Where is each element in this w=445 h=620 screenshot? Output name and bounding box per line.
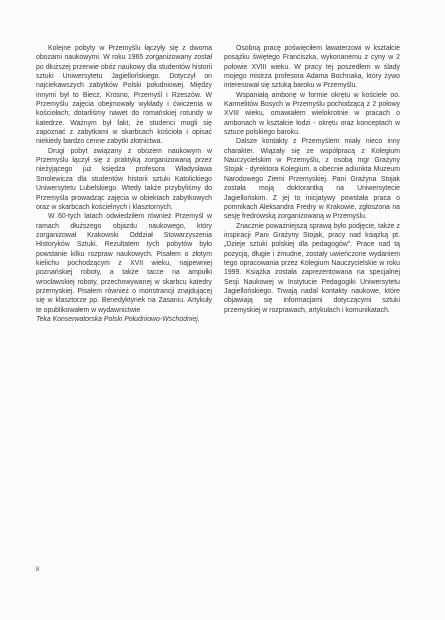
paragraph: W 60-tych latach odwiedziłem również Przemyśl w ramach dłuższego objazdu naukowego, który zorganizował Krakowski Oddział Stowarzyszenia Historyków Sztuki. Rezultatem tych pobytów było powstanie kilku rozpraw naukowych. Pisałem o złotym kielichu pochodzącym z XVII wieku, najpewniej poznańskiej roboty, a także tacce na ampułki wrocławskiej roboty, przechowywanej w skarbcu katedry przemyskiej. Pisałem również o monstrancji znajdującej się w klasztorze pp. Benedyktynek na Zasaniu. Artykuły te opublikowałem w wydawnictwie	[36, 213, 212, 314]
left-text-column	[36, 44, 212, 324]
paragraph: Osobną pracę poświęciłem lawaterzowi w kształcie posążku świętego Franciszka, wykonanemu z cyny w 2 połowie XVIII wieku. W pracy tej poszedłem w ślady mojego mistrza profesora Adama Bochnaka, który żywo interesował się sztuką baroku w Przemyślu.	[224, 45, 400, 90]
right-text-column	[224, 44, 400, 315]
paragraph: Wspaniałą ambonę w formie okrętu w kościele oo. Karmelitów Bosych w Przemyślu pochodzącą z 2 połowy XVIII wieku, omawiałem wielokrotnie w pracach o ambonach w kształcie łodzi - okrętu oraz konceptach w sztuce polskiego baroku.	[224, 91, 400, 137]
paragraph: Dalsze kontakty z Przemyślem miały nieco inny charakter. Wiązały się ze współpracą z Kolegium Nauczycielskim w Przemyślu, z osobą mgr Grażyny Stojak - dyrektora Kolegium, a obecnie adiunkta Muzeum Narodowego Ziemi Przemyskiej. Pani Grażyna Stojak została moją doktorantką na Uniwersytecie Jagiellońskim. Z jej to inicjatywy powstała praca o pomnikach Aleksandra Fredry w Krakowie, zgłoszona na sesję fredrowską zorganizowaną w Przemyślu.	[224, 138, 400, 221]
paragraph: Kolejne pobyty w Przemyślu łączyły się z dwoma obozami naukowymi. W roku 1965 zorganizowany został po dłuższej przerwie obóz naukowy dla studentów historii sztuki Uniwersytetu Jagiellońskiego. Dotyczył on najciekawszych zabytków Polski południowej. Między innymi był to Biecz, Krosno, Przemyśl i Rzeszów. W Przemyślu zajęcia obejmowały wykłady i ćwiczenia w kościołach; dotarliśmy nawet do romańskiej rotundy w katedrze. Ważnym był fakt, że studenci mogli się zapoznać z zabytkami w skarbcach kościoła i opisać niekiedy bardzo cenne zabytki złotnictwa.	[36, 45, 212, 146]
publication-title: Teka Konserwatorska Polski Południowo-Wschodniej.	[36, 315, 200, 323]
paragraph: Znacznie poważniejszą sprawą było podjęcie, także z inspiracji Pani Grażyny Stojak, pracy nad książką pt. „Dzieje sztuki polskiej dla pedagogów". Prace nad tą pozycją, długie i żmudne, zostały uwieńczone wydaniem tego opracowania przez Kolegium Nauczycielskie w roku 1999. Książka została zaprezentowana na specjalnej Sesji Naukowej w Instytucie Pedagogiki Uniwersytetu Jagiellońskiego. Trwają nadal kontakty naukowe, które objawiają się informacjami dotyczącymi sztuki przemyskiej w rozprawach, artykułach i komunikatach.	[224, 222, 400, 314]
page-number: 8	[36, 567, 40, 573]
paragraph: Drugi pobyt związany z obozem naukowym w Przemyślu łączył się z praktyką zorganizowaną przez nieżyjącego już księdza profesora Władysława Smolewicza dla studentów historii sztuki Katolickiego Uniwersytetu Lubelskiego. Wtedy także przybyliśmy do Przemyśla prowadząc zajęcia w obiektach zabytkowych oraz w skarbcach kościelnych i klasztornych.	[36, 147, 212, 211]
